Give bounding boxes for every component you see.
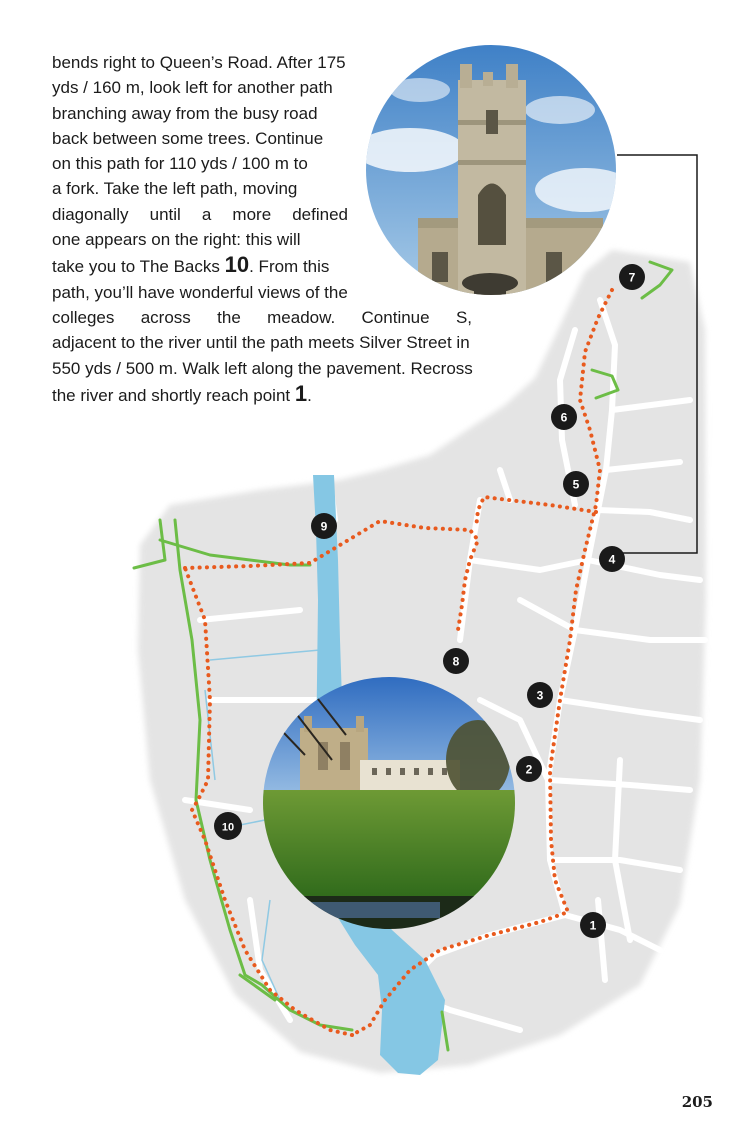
waypoint-3 [527,682,553,708]
text-line: yds / 160 m, look left for another path [52,78,333,98]
text-line [52,381,530,408]
waypoint-1 [580,912,606,938]
waypoint-5 [563,471,589,497]
svg-text:2: 2 [525,762,533,777]
waypoint-9 [311,513,337,539]
route-directions-text [52,50,530,408]
text-line: on this path for 110 yds / 100 m to [52,154,308,174]
text-fragment: the river and shortly reach point [52,385,295,405]
waypoint-10 [214,812,242,840]
waypoint-6 [551,404,577,430]
text-line: a fork. Take the left path, moving [52,179,298,199]
svg-text:6: 6 [560,410,568,425]
text-line: colleges across the meadow. Continue S, [52,307,472,327]
svg-text:10: 10 [221,821,235,834]
waypoint-ref-1: 1 [294,380,308,406]
text-line: adjacent to the river until the path meets Silver Street in [52,333,470,353]
svg-text:5: 5 [572,477,580,492]
svg-text:1: 1 [589,918,597,933]
text-line: branching away from the busy road [52,103,318,123]
text-line: back between some trees. Continue [52,128,324,148]
text-fragment: . [307,385,312,405]
waypoint-7 [619,264,645,290]
waypoint-2 [516,756,542,782]
text-line [52,252,530,279]
text-line: path, you’ll have wonderful views of the [52,282,348,302]
text-line: bends right to Queen’s Road. After 175 [52,53,346,72]
page-number: 205 [681,1093,713,1111]
svg-text:4: 4 [608,552,616,567]
text-line: 550 yds / 500 m. Walk left along the pavement. Recross [52,358,473,378]
waypoint-4 [599,546,625,572]
svg-text:8: 8 [452,654,460,669]
text-fragment: . From this [249,257,330,277]
waypoint-8 [443,648,469,674]
text-line: one appears on the right: this will [52,230,301,250]
text-fragment: take you to The Backs [52,257,225,277]
svg-text:3: 3 [536,688,544,703]
svg-text:9: 9 [320,519,328,534]
text-line: diagonally until a more defined [52,204,348,224]
svg-text:7: 7 [628,270,636,285]
waypoint-ref-10: 10 [224,252,250,278]
